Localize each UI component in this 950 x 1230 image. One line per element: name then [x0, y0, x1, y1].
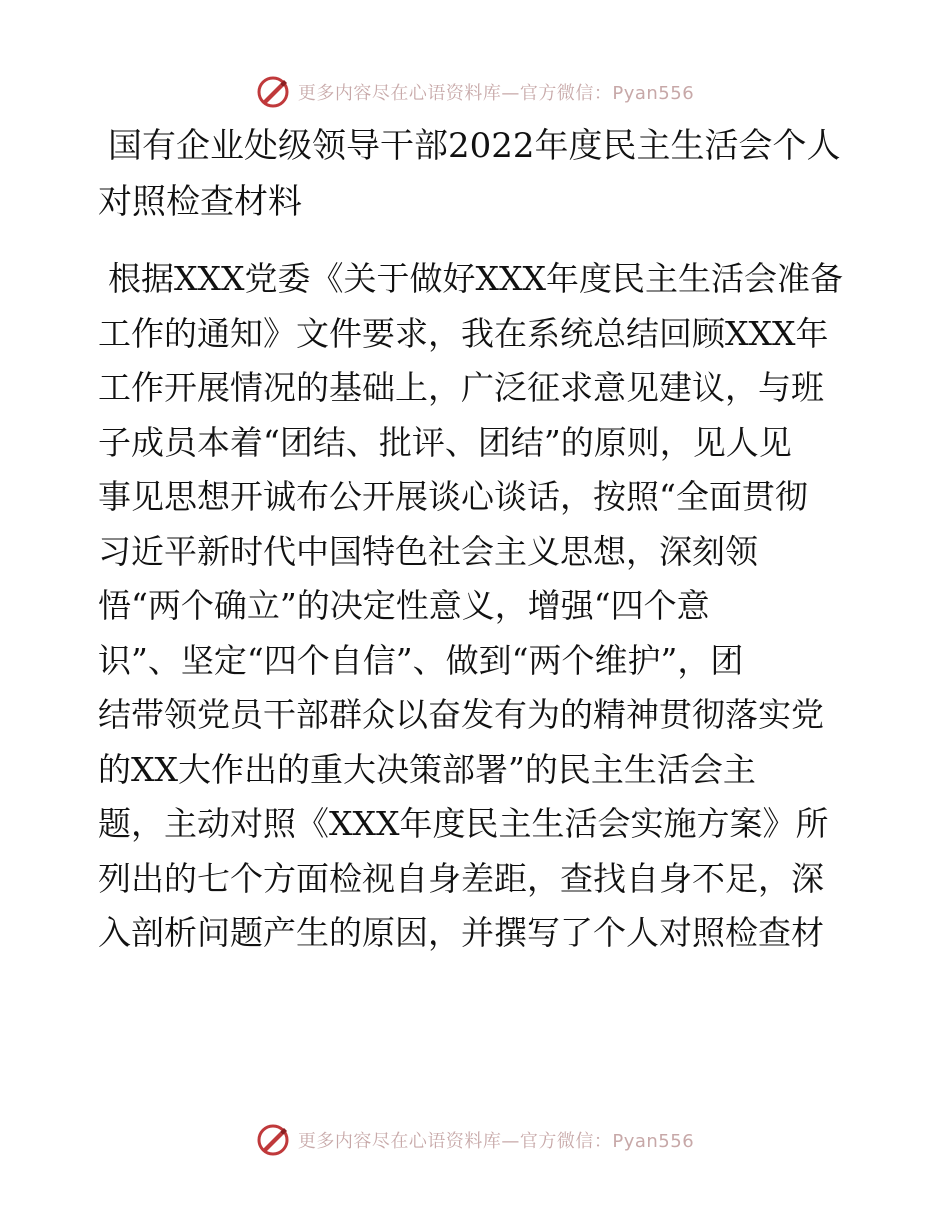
watermark-text: 更多内容尽在心语资料库—官方微信：Pyan556 — [297, 83, 695, 104]
pen-logo-icon — [256, 75, 290, 109]
document-title — [98, 118, 858, 230]
title-line: 国有企业处级领导干部2022年度民主生活会个人 — [108, 126, 841, 166]
body-line: 列出的七个方面检视自身差距，查找自身不足，深 — [98, 858, 824, 898]
body-line: 事见思想开诚布公开展谈心谈话，按照“全面贯彻 — [98, 477, 808, 516]
body-line: 习近平新时代中国特色社会主义思想，深刻领 — [98, 531, 758, 571]
body-line: 识”、坚定“四个自信”、做到“两个维护”，团 — [98, 640, 744, 680]
title-line: 对照检查材料 — [98, 182, 302, 222]
body-line: 子成员本着“团结、批评、团结”的原则，见人见 — [98, 422, 792, 462]
header-watermark — [0, 72, 950, 112]
body-line: 的XX大作出的重大决策部署”的民主生活会主 — [98, 749, 756, 789]
body-line: 悟“两个确立”的决定性意义，增强“四个意 — [98, 586, 710, 625]
body-line: 结带领党员干部群众以奋发有为的精神贯彻落实党 — [98, 695, 824, 734]
body-line: 题，主动对照《XXX年度民主生活会实施方案》所 — [98, 804, 829, 843]
body-line: 根据XXX党委《关于做好XXX年度民主生活会准备 — [108, 259, 843, 298]
body-line: 入剖析问题产生的原因，并撰写了个人对照检查材 — [98, 913, 824, 952]
body-line: 工作的通知》文件要求，我在系统总结回顾XXX年 — [98, 313, 829, 353]
body-line: 工作开展情况的基础上，广泛征求意见建议，与班 — [98, 368, 824, 407]
pen-logo-icon — [256, 1123, 290, 1157]
watermark-text: 更多内容尽在心语资料库—官方微信：Pyan556 — [297, 1131, 695, 1152]
body-paragraph — [98, 252, 868, 961]
footer-watermark — [0, 1120, 950, 1160]
